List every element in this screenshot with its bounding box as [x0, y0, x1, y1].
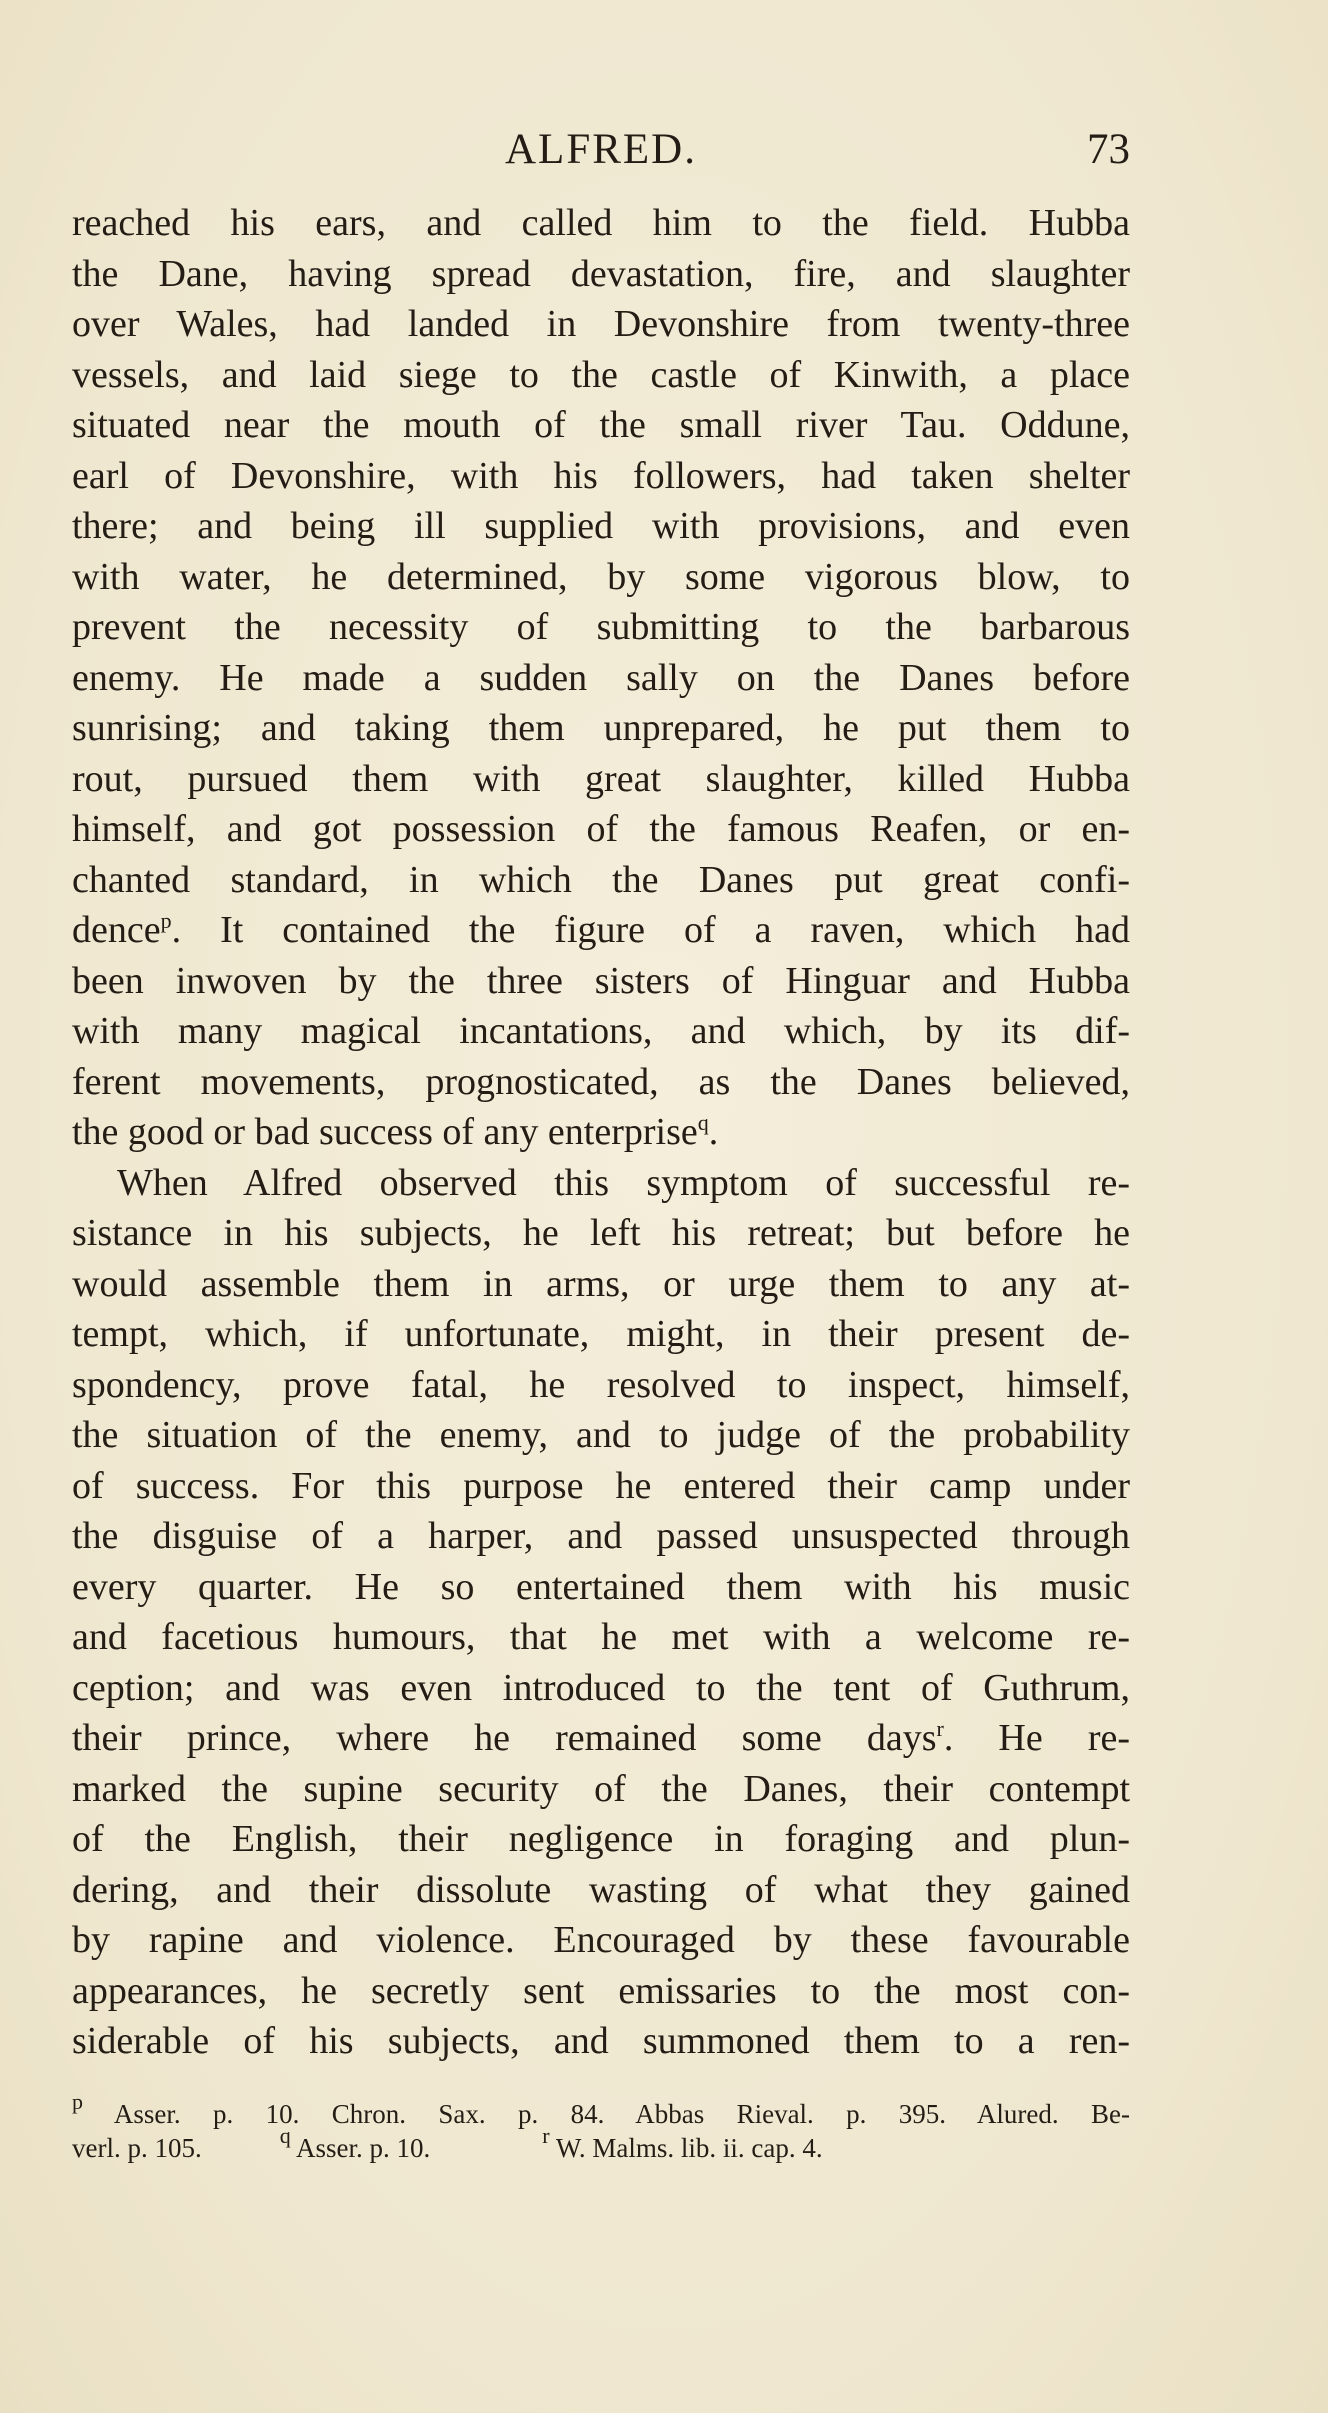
text-line: with water, he determined, by some vigorous blow, to: [72, 555, 1130, 598]
text-line: [72, 1107, 1130, 1158]
footnote-marker-q: q: [697, 1110, 709, 1135]
footnote-label: r: [542, 2123, 550, 2148]
text-fragment: .: [708, 1111, 719, 1153]
text-line: of the English, their negligence in foraging and plun-: [72, 1818, 1130, 1860]
text-line: by rapine and violence. Encouraged by these favourable: [72, 1919, 1130, 1961]
text-line: vessels, and laid siege to the castle of Kinwith, a place: [72, 353, 1130, 396]
footnote-label: q: [279, 2123, 291, 2148]
page-number: 73: [1087, 126, 1130, 173]
text-fragment: the good or bad success of any enterprise: [72, 1111, 698, 1153]
footnote-text: W. Malms. lib. ii. cap. 4.: [555, 2133, 823, 2163]
text-line: tempt, which, if unfortunate, might, in their present de-: [72, 1313, 1130, 1355]
paragraph-start-line: When Alfred observed this symptom of successful re-: [117, 1161, 1130, 1204]
text-line: of success. For this purpose he entered their camp under: [72, 1464, 1130, 1507]
footnote-marker-p: [72, 2089, 114, 2129]
main-text: [72, 198, 1130, 2067]
footnote-line: [72, 2123, 1130, 2165]
text-line: siderable of his subjects, and summoned them to a ren-: [72, 2020, 1130, 2062]
text-line: marked the supine security of the Danes, their contempt: [72, 1767, 1130, 1810]
text-line: enemy. He made a sudden sally on the Danes before: [72, 656, 1130, 699]
footnote-marker-r: r: [936, 1716, 944, 1741]
text-line: situated near the mouth of the small river Tau. Oddune,: [72, 404, 1130, 446]
text-line: ception; and was even introduced to the tent of Guthrum,: [72, 1666, 1130, 1709]
text-line: and facetious humours, that he met with a welcome re-: [72, 1616, 1130, 1658]
footnotes: [72, 2089, 1131, 2165]
text-line: would assemble them in arms, or urge them to any at-: [72, 1262, 1130, 1305]
text-fragment: . It contained the figure of a raven, which had: [171, 909, 1130, 951]
footnote-marker-r: [542, 2123, 556, 2163]
text-line: himself, and got possession of the famous Reafen, or en-: [72, 808, 1130, 850]
text-line: ferent movements, prognosticated, as the Danes believed,: [72, 1060, 1130, 1103]
text-line: prevent the necessity of submitting to the barbarous: [72, 606, 1130, 648]
footnote-line: [72, 2089, 1131, 2131]
text-fragment: their prince, where he remained some days: [72, 1717, 937, 1759]
text-line: reached his ears, and called him to the field. Hubba: [72, 202, 1130, 244]
text-line: appearances, he secretly sent emissaries to the most con-: [72, 1969, 1130, 2012]
text-line: sistance in his subjects, he left his retreat; but before he: [72, 1212, 1130, 1254]
footnote-text: Asser. p. 10. Chron. Sax. p. 84. Abbas Rieval. p. 395. Alured. Be-: [113, 2099, 1131, 2129]
text-line: over Wales, had landed in Devonshire from twenty-three: [72, 303, 1130, 345]
footnote-marker-p: p: [160, 908, 172, 933]
text-line: sunrising; and taking them unprepared, he put them to: [72, 707, 1130, 749]
text-line: spondency, prove fatal, he resolved to inspect, himself,: [72, 1363, 1130, 1406]
text-line: [72, 905, 1130, 956]
text-fragment: . He re-: [943, 1717, 1130, 1759]
text-line: rout, pursued them with great slaughter, killed Hubba: [72, 757, 1130, 800]
text-line: with many magical incantations, and which, by its dif-: [72, 1010, 1130, 1052]
text-fragment: dence: [72, 909, 161, 951]
text-line: the situation of the enemy, and to judge of the probability: [72, 1414, 1130, 1456]
text-line: chanted standard, in which the Danes put great confi-: [72, 858, 1130, 901]
running-title: ALFRED.: [505, 126, 697, 173]
text-line: been inwoven by the three sisters of Hinguar and Hubba: [72, 959, 1130, 1002]
text-line: there; and being ill supplied with provisions, and even: [72, 505, 1130, 547]
text-line: the disguise of a harper, and passed unsuspected through: [72, 1515, 1130, 1557]
text-line: the Dane, having spread devastation, fire, and slaughter: [72, 252, 1130, 295]
footnote-text: Asser. p. 10.: [296, 2133, 431, 2163]
text-line: earl of Devonshire, with his followers, had taken shelter: [72, 454, 1130, 497]
footnote-label: p: [72, 2089, 83, 2114]
text-line: [72, 1713, 1130, 1764]
text-line: every quarter. He so entertained them with his music: [72, 1565, 1130, 1608]
footnote-text: verl. p. 105.: [72, 2133, 202, 2163]
page-header: [72, 120, 1130, 180]
footnote-marker-q: [279, 2123, 296, 2163]
text-line: dering, and their dissolute wasting of what they gained: [72, 1868, 1130, 1911]
